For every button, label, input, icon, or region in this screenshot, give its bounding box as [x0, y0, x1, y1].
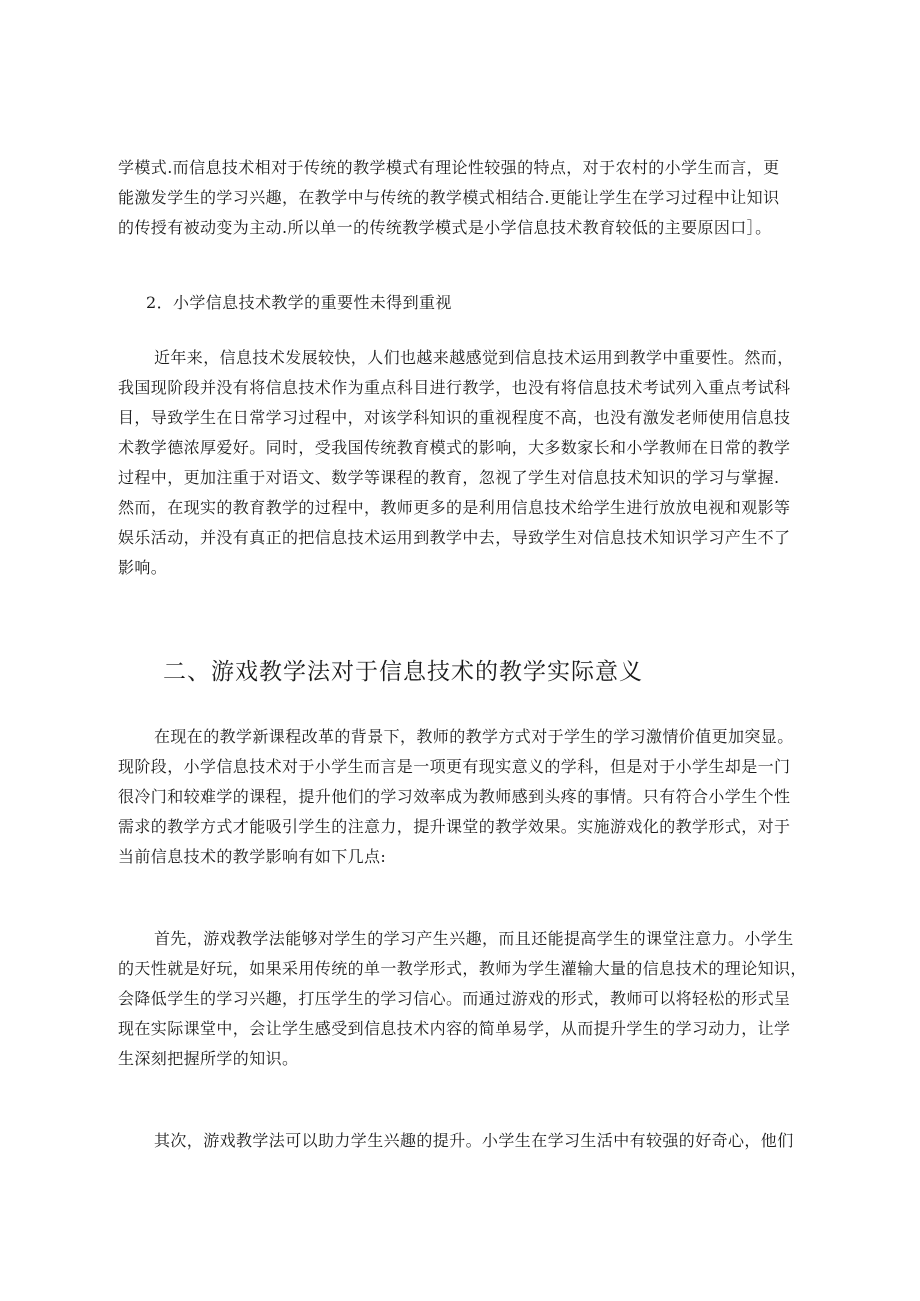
text-line: 然而，在现实的教育教学的过程中，教师更多的是利用信息技术给学生进行放放电视和观影等 [118, 498, 791, 517]
subsection-heading: 2．小学信息技术教学的重要性未得到重视 [146, 293, 452, 312]
text-line: 会降低学生的学习兴趣，打压学生的学习信心。而通过游戏的形式，教师可以将轻松的形式呈 [118, 989, 791, 1008]
text-line: 目，导致学生在日常学习过程中，对该学科知识的重视程度不高，也没有激发老师使用信息技 [118, 408, 791, 427]
text-line: 我国现阶段并没有将信息技术作为重点科目进行教学，也没有将信息技术考试列入重点考试科 [118, 378, 791, 397]
paragraph-importance [118, 343, 818, 583]
text-line: 影响。 [118, 558, 168, 577]
text-line: 学模式.而信息技术相对于传统的教学模式有理论性较强的特点，对于农村的小学生而言，更 [118, 158, 780, 177]
paragraph-first-point [118, 924, 818, 1074]
text-line: 需求的教学方式才能吸引学生的注意力，提升课堂的教学效果。实施游戏化的教学形式，对于 [118, 817, 791, 836]
text-line: 娱乐活动，并没有真正的把信息技术运用到教学中去，导致学生对信息技术知识学习产生不了 [118, 528, 791, 547]
text-line: 现阶段，小学信息技术对于小学生而言是一项更有现实意义的学科，但是对于小学生却是一门 [118, 757, 791, 776]
paragraph-background [118, 722, 818, 872]
text-line: 术教学德浓厚爱好。同时，受我国传统教育模式的影响，大多数家长和小学教师在日常的教学 [118, 438, 791, 457]
text-line: 当前信息技术的教学影响有如下几点: [118, 847, 387, 866]
text-line: 首先，游戏教学法能够对学生的学习产生兴趣，而且还能提高学生的课堂注意力。小学生 [154, 929, 794, 948]
text-line: 近年来，信息技术发展较快，人们也越来越感觉到信息技术运用到教学中重要性。然而， [154, 348, 794, 367]
text-line: 生深刻把握所学的知识。 [118, 1049, 299, 1068]
text-line: 其次，游戏教学法可以助力学生兴趣的提升。小学生在学习生活中有较强的好奇心，他们 [154, 1131, 794, 1150]
text-line: 很冷门和较难学的课程，提升他们的学习效率成为教师感到头疼的事情。只有符合小学生个性 [118, 787, 791, 806]
paragraph-second-point [118, 1126, 818, 1156]
paragraph-continuation [118, 153, 818, 243]
text-line: 过程中，更加注重于对语文、数学等课程的教育，忽视了学生对信息技术知识的学习与掌握. [118, 468, 780, 487]
text-line: 的传授有被动变为主动.所以单一的传统教学模式是小学信息技术教育较低的主要原因口］。 [118, 218, 772, 237]
text-line: 能激发学生的学习兴趣，在教学中与传统的教学模式相结合.更能让学生在学习过程中让知识 [118, 188, 780, 207]
text-line: 的天性就是好玩，如果采用传统的单一教学形式，教师为学生灌输大量的信息技术的理论知识， [118, 959, 807, 978]
text-line: 现在实际课堂中，会让学生感受到信息技术内容的简单易学，从而提升学生的学习动力，让学 [118, 1019, 791, 1038]
text-line: 在现在的教学新课程改革的背景下，教师的教学方式对于学生的学习激情价值更加突显。 [154, 727, 794, 746]
section-heading: 二、游戏教学法对于信息技术的教学实际意义 [163, 659, 643, 685]
